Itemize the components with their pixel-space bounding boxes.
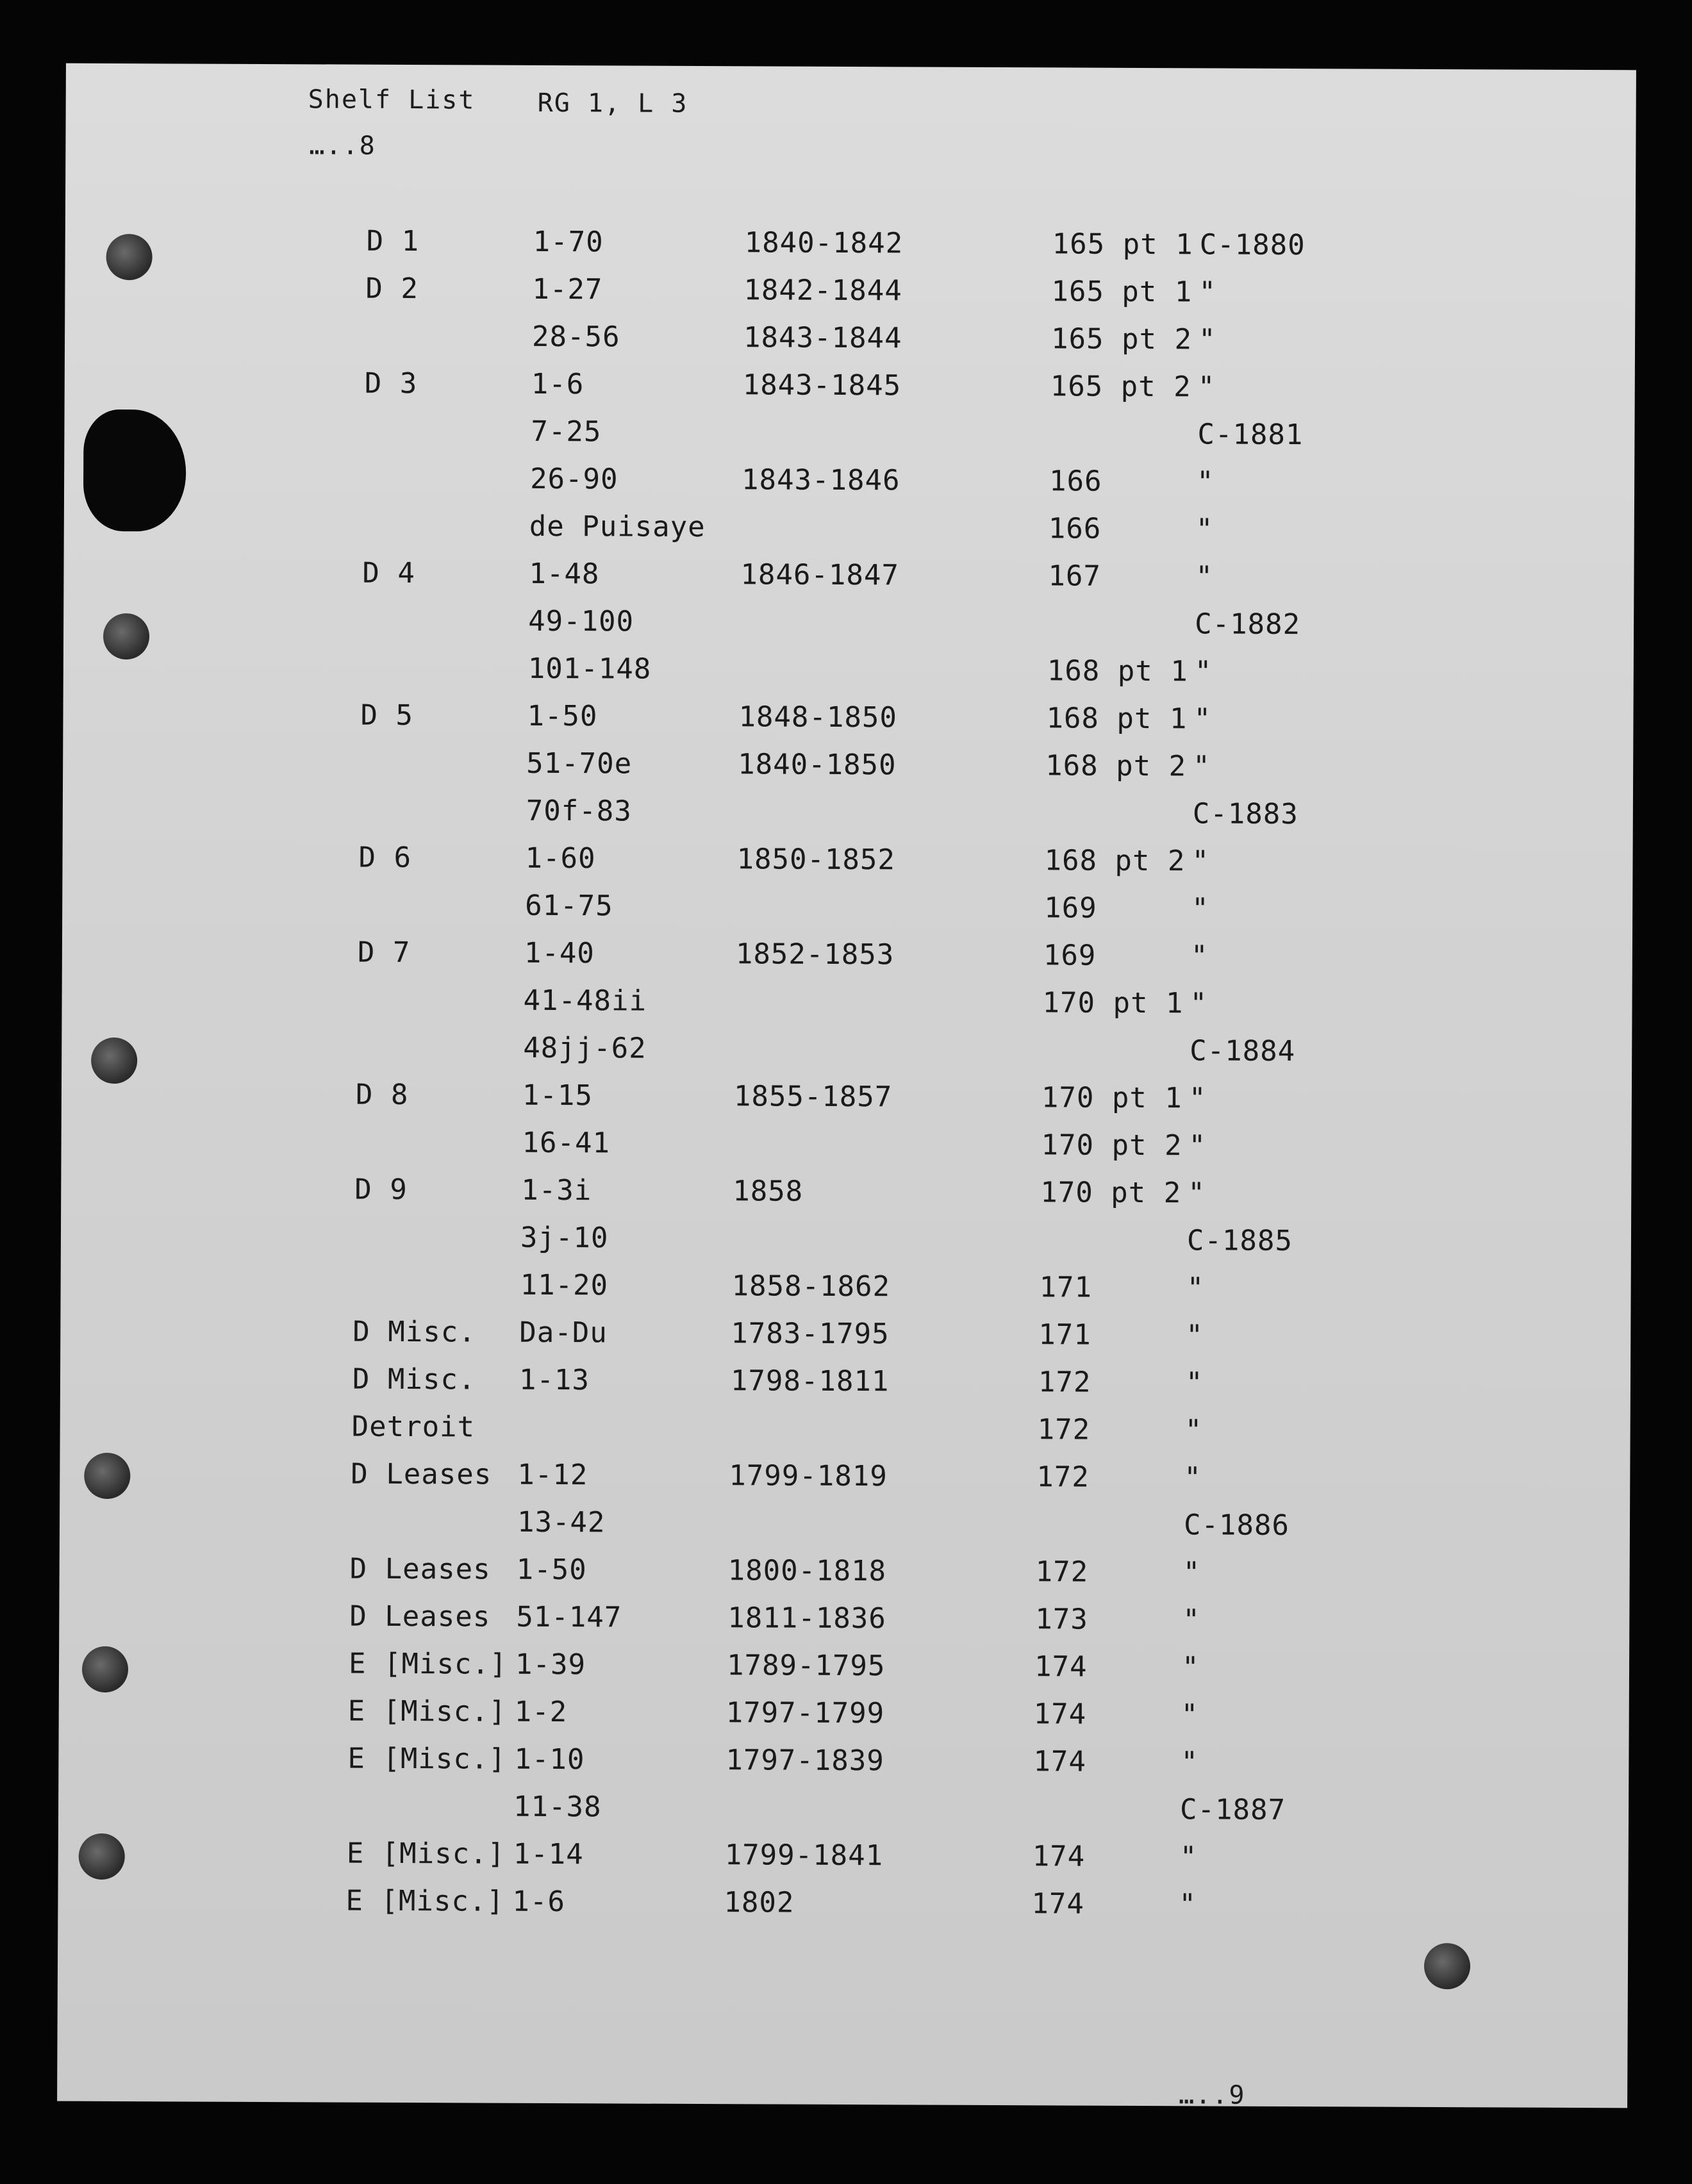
cell-dates: 1811-1836 — [727, 1601, 886, 1635]
cell-volume: 166 — [1049, 465, 1102, 498]
cell-volume: 172 — [1037, 1413, 1091, 1446]
cell-series: D Leases — [349, 1600, 491, 1634]
cell-dates: 1783-1795 — [731, 1317, 890, 1351]
cell-nos: 41-48ii — [523, 984, 647, 1018]
cell-reel: " — [1197, 465, 1215, 499]
cell-nos: 51-147 — [516, 1600, 622, 1634]
table-row — [64, 271, 1634, 318]
cell-dates: 1797-1839 — [726, 1744, 884, 1778]
cell-reel: " — [1190, 987, 1208, 1020]
table-row — [60, 650, 1630, 697]
cell-nos: 1-13 — [518, 1363, 590, 1397]
cell-series: D 6 — [358, 841, 412, 875]
cell-reel: " — [1191, 892, 1209, 925]
cell-reel: " — [1179, 1841, 1198, 1874]
table-row — [46, 1836, 1616, 1883]
cell-reel: " — [1188, 1082, 1207, 1115]
table-row — [54, 1125, 1624, 1171]
cell-dates: 1843-1846 — [742, 463, 900, 497]
cell-volume: 168 pt 1 — [1046, 702, 1188, 736]
page-ref-top: …..8 — [309, 131, 376, 161]
cell-volume: 169 — [1044, 891, 1097, 925]
cell-reel: " — [1179, 1888, 1197, 1921]
cell-nos: 1-6 — [512, 1885, 566, 1919]
cell-dates: 1843-1845 — [742, 368, 902, 402]
table-row — [63, 366, 1634, 413]
cell-reel: " — [1186, 1271, 1205, 1305]
cell-reel: C-1886 — [1183, 1509, 1290, 1543]
cell-series: D 4 — [362, 556, 416, 590]
cell-volume: 168 pt 2 — [1044, 844, 1186, 878]
cell-volume: 165 pt 1 — [1052, 228, 1193, 261]
cell-volume: 171 — [1038, 1318, 1091, 1352]
cell-series: D 3 — [364, 367, 418, 401]
cell-series: E [Misc.] — [347, 1694, 507, 1728]
table-row — [51, 1409, 1621, 1456]
cell-volume: 170 pt 2 — [1040, 1176, 1182, 1210]
table-row — [62, 461, 1632, 508]
cell-reel: " — [1195, 513, 1214, 546]
table-row — [49, 1457, 1620, 1503]
cell-nos: 1-50 — [527, 699, 598, 733]
cell-reel: " — [1181, 1746, 1199, 1779]
cell-series: D 1 — [366, 224, 420, 258]
cell-series: E [Misc.] — [346, 1837, 506, 1871]
cell-dates: 1800-1818 — [727, 1554, 887, 1588]
cell-series: D Misc. — [352, 1362, 476, 1396]
table-row — [52, 1267, 1622, 1314]
cell-nos: 1-2 — [514, 1695, 568, 1729]
cell-reel: C-1885 — [1186, 1224, 1293, 1258]
cell-volume: 172 — [1036, 1460, 1090, 1494]
table-row — [46, 1789, 1616, 1835]
cell-dates: 1843-1844 — [743, 321, 902, 355]
cell-dates: 1848-1850 — [738, 700, 898, 734]
table-row — [61, 556, 1631, 602]
table-row — [49, 1504, 1620, 1551]
cell-reel: " — [1181, 1698, 1199, 1732]
cell-series: D 5 — [360, 699, 414, 732]
cell-dates: 1850-1852 — [736, 843, 896, 877]
table-row — [48, 1599, 1618, 1646]
cell-nos: 70f-83 — [526, 794, 632, 828]
cell-dates: 1840-1850 — [738, 748, 897, 782]
cell-series: D Misc. — [352, 1315, 476, 1349]
cell-reel: " — [1190, 939, 1209, 973]
cell-dates: 1798-1811 — [730, 1364, 890, 1398]
cell-dates: 1842-1844 — [743, 274, 902, 308]
table-row — [53, 1172, 1623, 1219]
cell-nos: 3j-10 — [520, 1221, 609, 1255]
cell-nos: 1-3i — [521, 1173, 592, 1207]
table-row — [53, 1220, 1623, 1266]
cell-dates: 1858 — [733, 1175, 804, 1208]
table-row — [57, 840, 1627, 887]
cell-dates: 1802 — [724, 1886, 795, 1919]
cell-dates: 1855-1857 — [733, 1080, 893, 1114]
cell-nos: 1-6 — [531, 367, 585, 401]
cell-reel: C-1881 — [1197, 418, 1304, 452]
cell-volume: 174 — [1034, 1650, 1088, 1684]
cell-nos: 1-40 — [524, 936, 595, 970]
cell-reel: C-1882 — [1195, 608, 1301, 641]
cell-reel: " — [1195, 560, 1214, 593]
cell-reel: " — [1188, 1177, 1206, 1210]
cell-volume: 174 — [1033, 1698, 1087, 1731]
cell-nos: 11-38 — [513, 1790, 602, 1824]
table-row — [55, 1030, 1625, 1077]
cell-volume: 169 — [1043, 939, 1097, 972]
cell-reel: " — [1181, 1651, 1200, 1684]
cell-nos: 1-50 — [516, 1553, 587, 1587]
cell-volume: 165 pt 1 — [1051, 275, 1193, 309]
cell-nos: Da-Du — [519, 1316, 608, 1350]
cell-reel: " — [1194, 655, 1213, 688]
cell-reel: " — [1193, 702, 1212, 736]
cell-dates: 1846-1847 — [740, 558, 900, 592]
table-row — [51, 1362, 1622, 1409]
cell-reel: " — [1188, 1129, 1207, 1162]
cell-series: D Leases — [351, 1457, 492, 1491]
cell-nos: 51-70e — [526, 747, 633, 781]
record-group: RG 1, L 3 — [537, 88, 688, 119]
cell-reel: " — [1184, 1414, 1203, 1447]
cell-dates: 1789-1795 — [726, 1649, 886, 1683]
cell-nos: 1-70 — [533, 225, 604, 259]
cell-nos: 1-60 — [525, 841, 596, 875]
cell-volume: 167 — [1048, 559, 1102, 593]
cell-nos: 1-15 — [522, 1079, 593, 1113]
cell-volume: 174 — [1032, 1840, 1086, 1873]
cell-volume: 173 — [1035, 1603, 1088, 1636]
table-row — [57, 888, 1627, 934]
cell-nos: de Puisaye — [529, 509, 706, 544]
cell-nos: 1-48 — [529, 557, 600, 591]
cell-dates: 1858-1862 — [731, 1270, 891, 1303]
cell-nos: 101-148 — [527, 652, 652, 686]
cell-reel: C-1887 — [1179, 1793, 1286, 1826]
cell-nos: 1-10 — [514, 1742, 585, 1776]
cell-dates: 1799-1819 — [729, 1459, 888, 1493]
cell-nos: 1-12 — [517, 1458, 588, 1492]
cell-reel: " — [1198, 323, 1216, 356]
table-row — [55, 982, 1625, 1029]
table-row — [56, 935, 1627, 982]
cell-dates: 1852-1853 — [735, 938, 895, 972]
cell-volume: 165 pt 2 — [1050, 322, 1193, 356]
cell-series: D Leases — [349, 1552, 491, 1586]
cell-dates: 1799-1841 — [724, 1839, 884, 1873]
cell-nos: 1-14 — [513, 1837, 584, 1871]
cell-volume: 165 pt 2 — [1050, 370, 1191, 404]
cell-volume: 174 — [1033, 1745, 1086, 1778]
cell-reel: C-1883 — [1192, 797, 1298, 831]
cell-series: D 7 — [357, 936, 411, 970]
cell-reel: " — [1197, 370, 1216, 404]
cell-reel: C-1880 — [1199, 228, 1306, 262]
cell-reel: " — [1184, 1461, 1202, 1494]
cell-nos: 49-100 — [528, 604, 634, 638]
cell-series: E [Misc.] — [345, 1884, 504, 1918]
cell-nos: 48jj-62 — [523, 1031, 647, 1065]
cell-reel: C-1884 — [1190, 1034, 1296, 1068]
cell-reel: " — [1193, 750, 1211, 783]
table-row — [58, 793, 1629, 840]
table-row — [54, 1077, 1625, 1124]
cell-series: D 2 — [365, 272, 419, 306]
cell-reel: " — [1198, 276, 1217, 309]
header-title: Shelf List — [308, 85, 476, 115]
punch-hole — [1424, 1943, 1470, 1989]
cell-volume: 166 — [1048, 512, 1102, 545]
cell-volume: 170 pt 1 — [1041, 1081, 1182, 1115]
cell-dates: 1797-1799 — [726, 1696, 885, 1730]
cell-nos: 28-56 — [531, 320, 620, 354]
cell-nos: 13-42 — [517, 1505, 606, 1539]
cell-reel: " — [1191, 845, 1210, 878]
table-row — [51, 1314, 1622, 1361]
table-row — [65, 224, 1636, 270]
table-row — [47, 1646, 1618, 1693]
cell-nos: 61-75 — [525, 889, 613, 923]
cell-nos: 1-27 — [532, 272, 603, 306]
cell-volume: 171 — [1039, 1271, 1093, 1304]
table-row — [47, 1694, 1617, 1741]
cell-series: D 8 — [355, 1078, 409, 1112]
table-row — [59, 698, 1629, 745]
table-row — [64, 318, 1634, 365]
cell-reel: " — [1182, 1603, 1200, 1637]
cell-volume: 170 pt 2 — [1041, 1129, 1182, 1162]
cell-volume: 170 pt 1 — [1042, 986, 1184, 1020]
cell-nos: 16-41 — [522, 1126, 611, 1160]
cell-dates: 1840-1842 — [744, 226, 904, 260]
cell-volume: 168 pt 2 — [1045, 749, 1187, 783]
table-row — [58, 745, 1629, 792]
cell-volume: 172 — [1038, 1366, 1091, 1399]
table-row — [60, 603, 1630, 650]
cell-nos: 7-25 — [531, 415, 602, 449]
table-row — [46, 1741, 1616, 1788]
cell-nos: 1-39 — [515, 1648, 586, 1682]
cell-reel: " — [1186, 1319, 1204, 1352]
cell-volume: 172 — [1035, 1555, 1089, 1589]
cell-series: Detroit — [351, 1410, 476, 1444]
cell-volume: 174 — [1031, 1887, 1085, 1921]
table-row — [49, 1551, 1619, 1598]
cell-nos: 26-90 — [530, 462, 618, 496]
table-row — [62, 508, 1632, 555]
page-ref-bottom: …..9 — [1179, 2080, 1246, 2110]
table-row — [44, 1883, 1614, 1930]
cell-series: E [Misc.] — [347, 1742, 506, 1776]
cell-reel: " — [1185, 1366, 1204, 1400]
document-page — [57, 63, 1636, 2108]
cell-volume: 168 pt 1 — [1047, 654, 1188, 688]
table-row — [63, 413, 1633, 460]
cell-series: E [Misc.] — [348, 1647, 508, 1681]
cell-reel: " — [1182, 1556, 1201, 1589]
cell-series: D 9 — [354, 1173, 408, 1207]
cell-nos: 11-20 — [520, 1268, 609, 1302]
